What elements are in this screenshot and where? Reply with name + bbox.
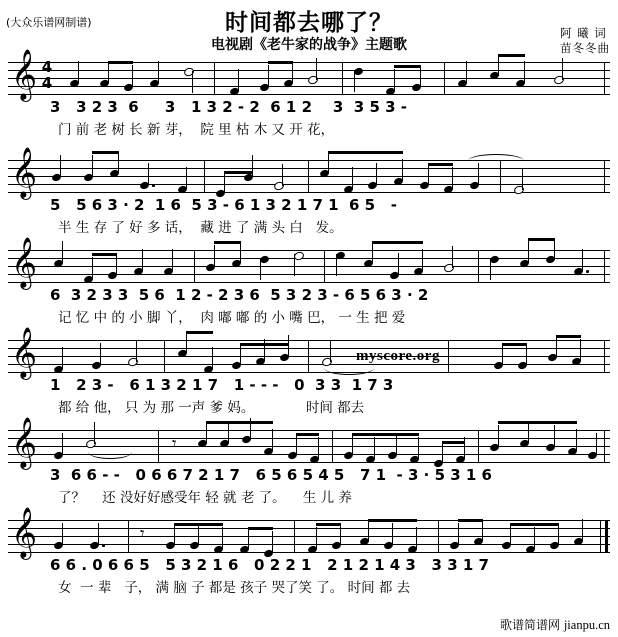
system-2 [8, 147, 610, 236]
lyric-row-2: 半 生 存 了 好 多 话， 藏 进 了 满 头 白 发。 [58, 220, 343, 236]
lyricist-credit: 阿 曦 词 [560, 26, 607, 40]
barline [604, 340, 605, 373]
jianpu-row-1: 3 3 2 3 6 3 1 3 2 - 2 6 1 2 3 3 5 3 - [50, 98, 407, 116]
beam [368, 519, 417, 522]
beam [442, 441, 465, 444]
beam [214, 241, 241, 244]
barline [308, 340, 309, 373]
staff-line [8, 520, 610, 521]
system-4 [8, 327, 610, 416]
lyric-row-4: 都 给 他， 只 为 那 一声 爹 妈。 时间 都去 [58, 400, 365, 416]
barline [324, 250, 325, 283]
barline [600, 520, 601, 553]
jianpu-row-4: 1 2 3 - 6 1 3 2 1 7 1 - - - 0 3 3 1 7 3 [50, 376, 394, 394]
footer-site-url: jianpu.cn [563, 618, 610, 632]
treble-clef-icon: 𝄞 [11, 507, 38, 558]
beam [174, 523, 223, 526]
jianpu-row-2: 5 5 6 3 · 2 1 6 5 3 - 6 1 3 2 1 7 1 6 5 - [50, 196, 398, 214]
site-footer [500, 616, 610, 633]
barline [438, 520, 439, 553]
treble-clef-icon: 𝄞 [11, 237, 38, 288]
beam [316, 523, 341, 526]
beam [394, 65, 421, 68]
beam [372, 241, 423, 244]
tie [324, 368, 374, 375]
staff-line [8, 266, 610, 267]
staff-line [8, 446, 610, 447]
treble-clef-icon: 𝄞 [11, 147, 38, 198]
beam [328, 151, 403, 154]
barline [332, 430, 333, 463]
beam [502, 343, 527, 346]
treble-clef-icon: 𝄞 [11, 49, 38, 100]
staff-line [8, 70, 610, 71]
lyric-row-3: 记 忆 中 的 小 脚 丫， 肉 嘟 嘟 的 小 嘴 巴， 一 生 把 爱 [58, 310, 406, 326]
page-title: 时间都去哪了？ [225, 10, 393, 36]
beam [224, 171, 253, 174]
staff-line [8, 94, 610, 95]
barline [194, 250, 195, 283]
barline [478, 250, 479, 283]
system-6 [8, 507, 610, 596]
treble-clef-icon: 𝄞 [11, 417, 38, 468]
engraver-credit: (大众乐谱网制谱) [6, 16, 92, 29]
beam [556, 335, 581, 338]
beam [352, 433, 419, 436]
rest: 𝄾 [140, 524, 145, 544]
staff-line [8, 250, 610, 251]
barline [128, 520, 129, 553]
beam [206, 421, 273, 424]
staff-6 [8, 507, 610, 558]
footer-site-name-cn: 歌谱简谱网 [499, 618, 560, 632]
barline [500, 160, 501, 193]
staff-5 [8, 417, 610, 468]
barline [604, 160, 605, 193]
beam [186, 331, 213, 334]
staff-line [8, 62, 610, 63]
watermark-text: myscore.org [356, 348, 440, 364]
jianpu-row-5: 3 6 6 - - 0 6 6 7 2 1 7 6 5 6 5 4 5 7 1 - 3 · 5 3 1 6 [50, 466, 492, 484]
barline [164, 340, 165, 373]
rest: 𝄾 [172, 434, 177, 454]
staff-4 [8, 327, 610, 378]
staff-line [8, 274, 610, 275]
final-barline [605, 520, 608, 553]
slur [468, 154, 524, 161]
barline [308, 160, 309, 193]
beam [108, 61, 133, 64]
time-signature-bottom: 4 [41, 74, 53, 92]
beam [458, 519, 483, 522]
system-3 [8, 237, 610, 326]
beam [92, 151, 119, 154]
system-5 [8, 417, 610, 506]
composer-credit: 苗冬冬曲 [560, 41, 610, 55]
lyric-row-1: 门 前 老 树 长 新 芽， 院 里 枯 木 又 开 花， [58, 122, 335, 138]
barline [448, 340, 449, 373]
beam [428, 163, 453, 166]
beam [240, 343, 289, 346]
system-1 [8, 49, 610, 138]
jianpu-row-3: 6 3 2 3 3 5 6 1 2 - 2 3 6 5 3 2 3 - 6 5 6 3 · 2 [50, 286, 429, 304]
page-subtitle: 电视剧《老牛家的战争》主题歌 [211, 37, 407, 53]
staff-3 [8, 237, 610, 288]
lyric-row-6: 女 一 辈 子， 满 脑 子 都是 孩子 哭了笑 了。 时间 都 去 [58, 580, 411, 596]
staff-line [8, 430, 610, 431]
beam [528, 238, 555, 241]
barline [214, 62, 215, 95]
author-credit [560, 26, 610, 56]
beam [268, 61, 293, 64]
lyric-row-5: 了？ 还 没好好感受年 轻 就 老 了。 生 儿 养 [58, 490, 352, 506]
staff-line [8, 258, 610, 259]
barline [604, 250, 605, 283]
beam [296, 433, 319, 436]
treble-clef-icon: 𝄞 [11, 327, 38, 378]
staff-line [8, 438, 610, 439]
beam [248, 527, 273, 530]
beam [498, 54, 525, 57]
jianpu-row-6: 6 6 . 0 6 6 5 5 3 2 1 6 0 2 2 1 2 1 2 1 4 3 3 3 1 7 [50, 556, 489, 574]
time-signature [40, 59, 54, 91]
staff-2 [8, 147, 610, 198]
staff-line [8, 462, 610, 463]
beam [498, 421, 577, 424]
tie [88, 452, 132, 459]
barline [444, 62, 445, 95]
barline [294, 520, 295, 553]
beam [510, 523, 559, 526]
beam [92, 253, 117, 256]
barline [342, 62, 343, 95]
barline [604, 430, 605, 463]
barline [158, 430, 159, 463]
time-signature-top: 4 [41, 58, 53, 76]
barline [204, 160, 205, 193]
barline [604, 62, 605, 95]
barline [478, 430, 479, 463]
staff-1 [8, 49, 610, 100]
staff-line [8, 282, 610, 283]
